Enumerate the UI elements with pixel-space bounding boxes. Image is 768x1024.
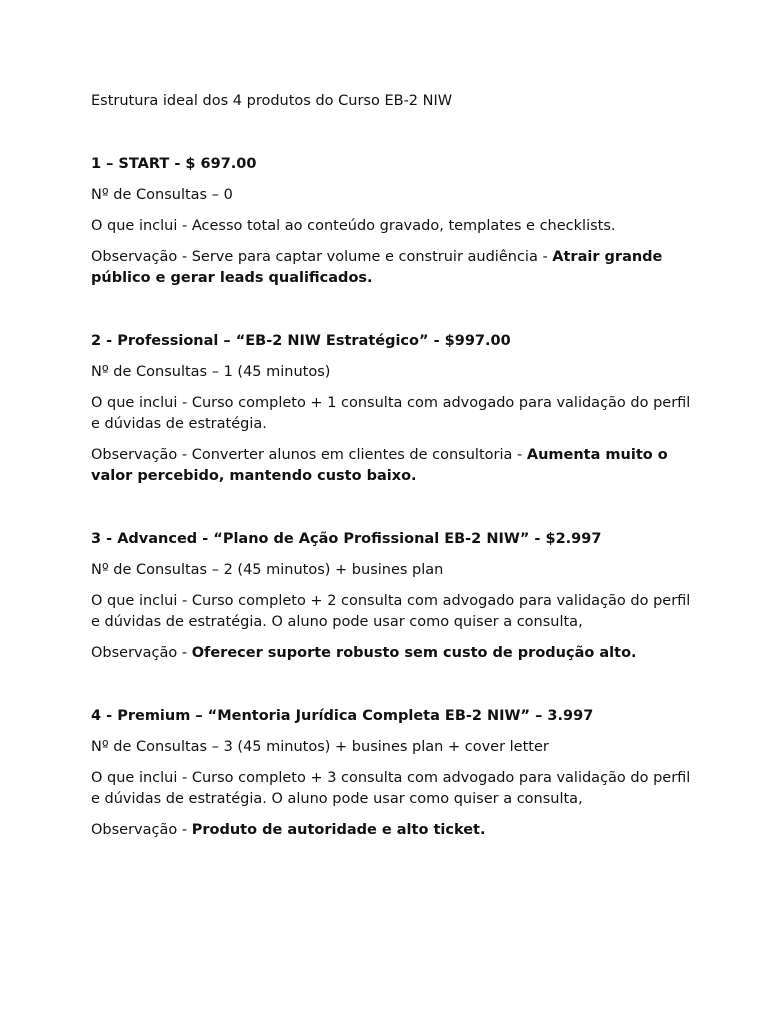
observation-highlight: Produto de autoridade e alto ticket. [191, 822, 486, 838]
product-heading: 2 - Professional – “EB-2 NIW Estratégico” - $997.00 [91, 333, 511, 349]
includes-text: O que inclui - Curso completo + 1 consulta com advogado para validação do perfil e dúvidas de estratégia. [91, 395, 691, 432]
observation-text: Observação - Converter alunos em clientes de consultoria - [91, 447, 527, 463]
consultas-count: Nº de Consultas – 3 (45 minutos) + busines plan + cover letter [91, 739, 549, 755]
product-section-start [91, 154, 691, 289]
observation-text: Observação - [91, 822, 192, 838]
product-heading: 4 - Premium – “Mentoria Jurídica Completa EB-2 NIW” – 3.997 [91, 708, 594, 724]
product-heading: 3 - Advanced - “Plano de Ação Profissional EB-2 NIW” - $2.997 [91, 531, 602, 547]
consultas-count: Nº de Consultas – 2 (45 minutos) + busines plan [91, 562, 444, 578]
includes-text: O que inclui - Acesso total ao conteúdo gravado, templates e checklists. [91, 218, 616, 234]
consultas-count: Nº de Consultas – 1 (45 minutos) [91, 364, 331, 380]
product-section-advanced [91, 529, 691, 664]
consultas-count: Nº de Consultas – 0 [91, 187, 233, 203]
observation-text: Observação - Serve para captar volume e construir audiência - [91, 249, 553, 265]
product-section-professional [91, 331, 691, 487]
includes-text: O que inclui - Curso completo + 2 consulta com advogado para validação do perfil e dúvidas de estratégia. O aluno pode usar como quiser a consulta, [91, 593, 691, 630]
observation [91, 247, 691, 289]
observation-highlight: Aumenta muito o valor percebido, mantendo custo baixo. [91, 447, 668, 484]
includes-text: O que inclui - Curso completo + 3 consulta com advogado para validação do perfil e dúvidas de estratégia. O aluno pode usar como quiser a consulta, [91, 770, 691, 807]
observation [91, 445, 691, 487]
document-page [91, 91, 691, 851]
observation-highlight: Oferecer suporte robusto sem custo de produção alto. [191, 645, 637, 661]
product-heading: 1 – START - $ 697.00 [91, 156, 257, 172]
observation [91, 643, 691, 664]
observation-highlight: Atrair grande público e gerar leads qualificados. [91, 249, 663, 286]
document-title: Estrutura ideal dos 4 produtos do Curso EB-2 NIW [91, 93, 453, 109]
product-section-premium [91, 706, 691, 841]
observation [91, 820, 691, 841]
observation-text: Observação - [91, 645, 192, 661]
